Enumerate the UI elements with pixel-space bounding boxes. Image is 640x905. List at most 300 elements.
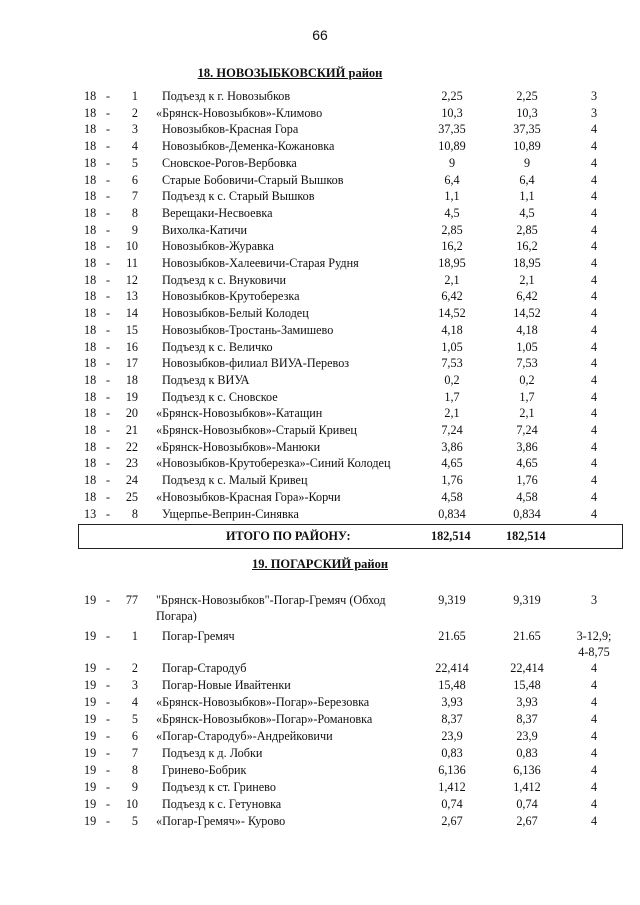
table-row bbox=[0, 205, 640, 221]
length-surfaced: 0,83 bbox=[516, 746, 538, 760]
road-category: 4 bbox=[590, 356, 598, 371]
road-number: 23 bbox=[125, 456, 138, 471]
dash-separator: - bbox=[106, 389, 111, 404]
length-surfaced: 21.65 bbox=[513, 629, 541, 643]
district-code: 18 bbox=[84, 122, 97, 137]
road-number: 25 bbox=[125, 489, 138, 504]
road-category: 4 bbox=[590, 172, 598, 187]
road-number: 3 bbox=[131, 678, 138, 692]
road-category: 4 bbox=[590, 814, 598, 828]
district-code: 18 bbox=[84, 473, 97, 488]
road-number: 13 bbox=[125, 289, 138, 304]
road-category: 4 bbox=[590, 695, 598, 709]
district-code: 19 bbox=[84, 746, 97, 760]
road-name: Подъезд к ВИУА bbox=[162, 372, 250, 387]
road-name: Новозыбков-Красная Гора bbox=[162, 122, 299, 137]
road-name: «Новозыбков-Красная Гора»-Корчи bbox=[156, 489, 341, 504]
length-total: 1,76 bbox=[441, 473, 463, 488]
road-name: «Брянск-Новозыбков»-Климово bbox=[156, 105, 323, 120]
road-category: 4 bbox=[590, 322, 598, 337]
table-row bbox=[0, 628, 640, 659]
dash-separator: - bbox=[106, 746, 111, 760]
district-code: 18 bbox=[84, 222, 97, 237]
road-category: 4 bbox=[590, 189, 598, 204]
road-category: 3 bbox=[590, 593, 598, 607]
road-name: Новозыбков-филиал ВИУА-Перевоз bbox=[162, 356, 350, 371]
dash-separator: - bbox=[106, 172, 111, 187]
table-row bbox=[0, 405, 640, 421]
dash-separator: - bbox=[106, 423, 111, 437]
length-total: 22,414 bbox=[435, 661, 469, 675]
length-total: 1,412 bbox=[438, 780, 466, 794]
table-row bbox=[0, 305, 640, 321]
road-number: 10 bbox=[125, 797, 138, 811]
length-surfaced: 6,42 bbox=[516, 289, 538, 304]
dash-separator: - bbox=[106, 695, 111, 709]
road-category: 4 bbox=[590, 729, 598, 743]
dash-separator: - bbox=[106, 256, 111, 270]
dash-separator: - bbox=[106, 372, 111, 387]
district-code: 18 bbox=[84, 89, 97, 103]
length-total: 37,35 bbox=[438, 122, 466, 137]
road-number: 9 bbox=[131, 222, 138, 237]
road-category: 4 bbox=[590, 339, 598, 354]
table-row bbox=[0, 472, 640, 488]
district-code: 19 bbox=[84, 678, 97, 692]
road-category: 4 bbox=[590, 423, 598, 437]
length-surfaced: 23,9 bbox=[516, 729, 538, 743]
district-code: 18 bbox=[84, 406, 97, 421]
table-row bbox=[0, 238, 640, 254]
road-name: Новозыбков-Деменка-Кожановка bbox=[162, 139, 335, 154]
length-surfaced: 14,52 bbox=[513, 306, 541, 321]
district-code: 18 bbox=[84, 256, 97, 270]
length-surfaced: 1,76 bbox=[516, 473, 538, 488]
road-number: 14 bbox=[125, 306, 138, 321]
length-total: 4,18 bbox=[441, 322, 463, 337]
dash-separator: - bbox=[106, 456, 111, 471]
table-row bbox=[0, 255, 640, 271]
table-row bbox=[0, 322, 640, 338]
length-surfaced: 10,89 bbox=[513, 139, 541, 154]
district-code: 19 bbox=[84, 814, 97, 828]
dash-separator: - bbox=[106, 205, 111, 220]
length-surfaced: 6,136 bbox=[513, 763, 541, 777]
length-surfaced: 4,18 bbox=[516, 322, 538, 337]
road-number: 12 bbox=[125, 272, 138, 287]
road-number: 8 bbox=[131, 506, 138, 521]
length-total: 2,1 bbox=[444, 406, 460, 421]
length-total: 4,65 bbox=[441, 456, 463, 471]
length-surfaced: 18,95 bbox=[513, 256, 541, 270]
length-surfaced: 9 bbox=[523, 155, 531, 170]
road-number: 3 bbox=[131, 122, 138, 137]
length-total: 0,2 bbox=[444, 372, 460, 387]
district-code: 18 bbox=[84, 306, 97, 321]
district-code: 13 bbox=[84, 506, 97, 521]
length-total: 3,93 bbox=[441, 695, 463, 709]
road-name: Гринево-Бобрик bbox=[162, 763, 247, 777]
road-number: 16 bbox=[125, 339, 138, 354]
road-number: 10 bbox=[125, 239, 138, 254]
district-code: 18 bbox=[84, 322, 97, 337]
dash-separator: - bbox=[106, 339, 111, 354]
dash-separator: - bbox=[106, 780, 111, 794]
dash-separator: - bbox=[106, 289, 111, 304]
road-category: 4 bbox=[590, 139, 598, 154]
table-row bbox=[0, 355, 640, 371]
road-category: 4 bbox=[590, 797, 598, 811]
table-row bbox=[0, 105, 640, 121]
road-category: 4 bbox=[590, 155, 598, 170]
district-code: 18 bbox=[84, 372, 97, 387]
length-surfaced: 10,3 bbox=[516, 105, 538, 120]
district-code: 18 bbox=[84, 289, 97, 304]
dash-separator: - bbox=[106, 406, 111, 421]
length-total: 0,83 bbox=[441, 746, 463, 760]
road-name: Подъезд к с. Величко bbox=[162, 339, 273, 354]
road-category: 4 bbox=[590, 489, 598, 504]
road-name: Подъезд к д. Лобки bbox=[162, 746, 263, 760]
road-name: Старые Бобовичи-Старый Вышков bbox=[162, 172, 344, 187]
road-category: 4 bbox=[590, 205, 598, 220]
district-code: 18 bbox=[84, 189, 97, 204]
road-category: 4 bbox=[590, 239, 598, 254]
section-18-title: 18. НОВОЗЫБКОВСКИЙ район bbox=[197, 66, 383, 80]
dash-separator: - bbox=[106, 322, 111, 337]
table-row bbox=[0, 592, 640, 624]
road-name: Новозыбков-Крутоберезка bbox=[162, 289, 300, 304]
dash-separator: - bbox=[106, 139, 111, 154]
road-number: 7 bbox=[131, 746, 138, 760]
district-code: 19 bbox=[84, 712, 97, 726]
district-code: 18 bbox=[84, 389, 97, 404]
road-name: Ущерпье-Веприн-Синявка bbox=[162, 506, 299, 521]
district-code: 19 bbox=[84, 593, 97, 607]
length-total: 1,7 bbox=[444, 389, 460, 404]
road-number: 5 bbox=[131, 155, 138, 170]
length-surfaced: 4,58 bbox=[516, 489, 538, 504]
road-name: Новозыбков-Тростань-Замишево bbox=[162, 322, 334, 337]
road-category: 4 bbox=[590, 306, 598, 321]
road-name: Подъезд к с. Малый Кривец bbox=[162, 473, 308, 488]
length-total: 6,4 bbox=[444, 172, 460, 187]
road-number: 11 bbox=[126, 256, 138, 270]
road-number: 6 bbox=[131, 729, 138, 743]
table-row bbox=[0, 694, 640, 710]
road-category: 4 bbox=[590, 712, 598, 726]
length-surfaced: 8,37 bbox=[516, 712, 538, 726]
dash-separator: - bbox=[106, 797, 111, 811]
length-surfaced: 15,48 bbox=[513, 678, 541, 692]
district-code: 19 bbox=[84, 661, 97, 675]
table-row bbox=[0, 796, 640, 812]
length-surfaced: 2,1 bbox=[519, 406, 535, 421]
table-row bbox=[0, 88, 640, 104]
table-row bbox=[0, 489, 640, 505]
length-total: 23,9 bbox=[441, 729, 463, 743]
district-code: 18 bbox=[84, 272, 97, 287]
length-total: 9 bbox=[448, 155, 456, 170]
dash-separator: - bbox=[106, 272, 111, 287]
road-number: 17 bbox=[125, 356, 138, 371]
length-total: 2,1 bbox=[444, 272, 460, 287]
road-number: 21 bbox=[125, 423, 138, 437]
road-number: 4 bbox=[131, 695, 138, 709]
district-code: 18 bbox=[84, 456, 97, 471]
table-row bbox=[0, 677, 640, 693]
length-total: 4,5 bbox=[444, 205, 460, 220]
length-surfaced: 4,5 bbox=[519, 205, 535, 220]
dash-separator: - bbox=[106, 729, 111, 743]
road-name: Подъезд к с. Сновское bbox=[162, 389, 278, 404]
table-row bbox=[0, 288, 640, 304]
road-category-secondary: 4-8,75 bbox=[578, 645, 610, 659]
length-total: 6,42 bbox=[441, 289, 463, 304]
dash-separator: - bbox=[106, 89, 111, 103]
length-surfaced: 1,05 bbox=[516, 339, 538, 354]
road-number: 7 bbox=[131, 189, 138, 204]
table-row bbox=[0, 455, 640, 471]
road-number: 22 bbox=[125, 439, 138, 454]
road-number: 2 bbox=[131, 661, 138, 675]
road-name: Подъезд к с. Внуковичи bbox=[162, 272, 286, 287]
length-total: 0,834 bbox=[438, 506, 466, 521]
length-surfaced: 1,7 bbox=[519, 389, 535, 404]
road-number: 5 bbox=[131, 814, 138, 828]
road-number: 5 bbox=[131, 712, 138, 726]
table-row bbox=[0, 172, 640, 188]
road-category: 4 bbox=[590, 406, 598, 421]
table-row bbox=[0, 779, 640, 795]
road-name: «Погар-Гремяч»- Курово bbox=[156, 814, 286, 828]
road-name: Подъезд к с. Старый Вышков bbox=[162, 189, 315, 204]
district-code: 18 bbox=[84, 155, 97, 170]
road-category: 4 bbox=[590, 473, 598, 488]
road-category: 4 bbox=[590, 256, 598, 270]
length-total: 16,2 bbox=[441, 239, 463, 254]
road-number: 20 bbox=[125, 406, 138, 421]
length-surfaced: 9,319 bbox=[513, 593, 541, 607]
page-number: 66 bbox=[312, 27, 328, 43]
district-code: 18 bbox=[84, 439, 97, 454]
road-name: «Брянск-Новозыбков»-Старый Кривец bbox=[156, 423, 357, 437]
road-name: Новозыбков-Белый Колодец bbox=[162, 306, 309, 321]
district-code: 18 bbox=[84, 139, 97, 154]
table-row bbox=[0, 439, 640, 455]
road-name: Погар-Гремяч bbox=[162, 629, 235, 643]
length-total: 10,3 bbox=[441, 105, 463, 120]
table-row bbox=[0, 745, 640, 761]
dash-separator: - bbox=[106, 306, 111, 321]
section-19-title: 19. ПОГАРСКИЙ район bbox=[251, 557, 389, 571]
road-number: 8 bbox=[131, 763, 138, 777]
road-category: 4 bbox=[590, 289, 598, 304]
length-total: 21.65 bbox=[438, 629, 466, 643]
district-code: 19 bbox=[84, 695, 97, 709]
total-label: ИТОГО ПО РАЙОНУ: bbox=[226, 529, 351, 543]
district-code: 19 bbox=[84, 729, 97, 743]
road-name: «Брянск-Новозыбков»-Погар»-Березовка bbox=[156, 695, 370, 709]
length-total: 2,25 bbox=[441, 89, 463, 103]
road-category: 4 bbox=[590, 122, 598, 137]
dash-separator: - bbox=[106, 763, 111, 777]
length-total: 7,24 bbox=[441, 423, 463, 437]
dash-separator: - bbox=[106, 506, 111, 521]
road-category: 3 bbox=[590, 105, 598, 120]
road-category: 4 bbox=[590, 439, 598, 454]
district-code: 18 bbox=[84, 339, 97, 354]
dash-separator: - bbox=[106, 473, 111, 488]
road-number: 9 bbox=[131, 780, 138, 794]
length-surfaced: 0,834 bbox=[513, 506, 541, 521]
dash-separator: - bbox=[106, 629, 111, 643]
road-number: 1 bbox=[131, 629, 138, 643]
length-total: 2,67 bbox=[441, 814, 463, 828]
length-total: 7,53 bbox=[441, 356, 463, 371]
road-name: Погар-Стародуб bbox=[162, 661, 247, 675]
district-code: 18 bbox=[84, 356, 97, 371]
road-name: «Новозыбков-Крутоберезка»-Синий Колодец bbox=[156, 456, 391, 471]
length-surfaced: 22,414 bbox=[510, 661, 544, 675]
table-row bbox=[0, 762, 640, 778]
table-row bbox=[0, 422, 640, 438]
dash-separator: - bbox=[106, 189, 111, 204]
road-name: «Брянск-Новозыбков»-Погар»-Романовка bbox=[156, 712, 373, 726]
road-name: Подъезд к ст. Гринево bbox=[162, 780, 276, 794]
road-category: 4 bbox=[590, 506, 598, 521]
dash-separator: - bbox=[106, 356, 111, 371]
road-number: 6 bbox=[131, 172, 138, 187]
road-category: 4 bbox=[590, 272, 598, 287]
length-total: 2,85 bbox=[441, 222, 463, 237]
district-code: 18 bbox=[84, 489, 97, 504]
district-code: 19 bbox=[84, 763, 97, 777]
road-name: Сновское-Рогов-Вербовка bbox=[162, 155, 297, 170]
dash-separator: - bbox=[106, 239, 111, 254]
dash-separator: - bbox=[106, 439, 111, 454]
road-name: "Брянск-Новозыбков"-Погар-Гремяч (Обход Погара) bbox=[156, 593, 386, 623]
length-surfaced: 2,85 bbox=[516, 222, 538, 237]
road-category: 4 bbox=[590, 456, 598, 471]
road-category: 4 bbox=[590, 661, 598, 675]
table-row bbox=[0, 711, 640, 727]
road-name: Новозыбков-Журавка bbox=[162, 239, 274, 254]
length-surfaced: 2,1 bbox=[519, 272, 535, 287]
district-total-row bbox=[78, 524, 623, 549]
district-code: 19 bbox=[84, 797, 97, 811]
table-row bbox=[0, 506, 640, 522]
road-name: «Брянск-Новозыбков»-Манюки bbox=[156, 439, 321, 454]
length-total: 10,89 bbox=[438, 139, 466, 154]
length-surfaced: 2,67 bbox=[516, 814, 538, 828]
district-code: 18 bbox=[84, 423, 97, 437]
table-row bbox=[0, 372, 640, 388]
total-value-2: 182,514 bbox=[506, 529, 546, 543]
table-row bbox=[0, 339, 640, 355]
road-name: Верещаки-Несвоевка bbox=[162, 205, 273, 220]
road-category: 4 bbox=[590, 372, 598, 387]
road-name: Подъезд к г. Новозыбков bbox=[162, 89, 291, 103]
district-code: 18 bbox=[84, 205, 97, 220]
road-number: 4 bbox=[131, 139, 138, 154]
total-value-1: 182,514 bbox=[431, 529, 471, 543]
dash-separator: - bbox=[106, 593, 111, 607]
length-total: 3,86 bbox=[441, 439, 463, 454]
road-category: 3-12,9; bbox=[576, 629, 612, 643]
road-number: 77 bbox=[125, 593, 138, 607]
road-category: 4 bbox=[590, 763, 598, 777]
table-row bbox=[0, 188, 640, 204]
length-total: 15,48 bbox=[438, 678, 466, 692]
district-code: 18 bbox=[84, 239, 97, 254]
table-row bbox=[0, 155, 640, 171]
road-category: 4 bbox=[590, 780, 598, 794]
length-total: 0,74 bbox=[441, 797, 463, 811]
district-code: 18 bbox=[84, 172, 97, 187]
road-category: 4 bbox=[590, 389, 598, 404]
length-surfaced: 7,24 bbox=[516, 423, 538, 437]
road-category: 3 bbox=[590, 89, 598, 103]
length-surfaced: 3,86 bbox=[516, 439, 538, 454]
table-row bbox=[0, 728, 640, 744]
length-surfaced: 1,1 bbox=[519, 189, 535, 204]
road-category: 4 bbox=[590, 746, 598, 760]
length-surfaced: 37,35 bbox=[513, 122, 541, 137]
road-name: Новозыбков-Халеевичи-Старая Рудня bbox=[162, 256, 359, 270]
length-surfaced: 16,2 bbox=[516, 239, 538, 254]
table-row bbox=[0, 660, 640, 676]
length-surfaced: 4,65 bbox=[516, 456, 538, 471]
road-number: 24 bbox=[125, 473, 138, 488]
dash-separator: - bbox=[106, 712, 111, 726]
dash-separator: - bbox=[106, 122, 111, 137]
length-total: 6,136 bbox=[438, 763, 466, 777]
road-number: 15 bbox=[125, 322, 138, 337]
length-surfaced: 0,2 bbox=[519, 372, 535, 387]
road-name: Вихолка-Катичи bbox=[162, 222, 248, 237]
length-total: 1,1 bbox=[444, 189, 460, 204]
dash-separator: - bbox=[106, 661, 111, 675]
road-name: Погар-Новые Ивайтенки bbox=[162, 678, 291, 692]
length-total: 14,52 bbox=[438, 306, 466, 321]
length-total: 8,37 bbox=[441, 712, 463, 726]
table-row bbox=[0, 813, 640, 829]
district-code: 18 bbox=[84, 105, 97, 120]
road-name: «Погар-Стародуб»-Андрейковичи bbox=[156, 729, 333, 743]
road-category: 4 bbox=[590, 222, 598, 237]
length-total: 18,95 bbox=[438, 256, 466, 270]
length-surfaced: 7,53 bbox=[516, 356, 538, 371]
table-row bbox=[0, 389, 640, 405]
dash-separator: - bbox=[106, 105, 111, 120]
road-number: 8 bbox=[131, 205, 138, 220]
road-category: 4 bbox=[590, 678, 598, 692]
district-code: 19 bbox=[84, 780, 97, 794]
table-row bbox=[0, 121, 640, 137]
table-row bbox=[0, 222, 640, 238]
road-number: 19 bbox=[125, 389, 138, 404]
length-surfaced: 0,74 bbox=[516, 797, 538, 811]
dash-separator: - bbox=[106, 489, 111, 504]
road-number: 18 bbox=[125, 372, 138, 387]
road-name: «Брянск-Новозыбков»-Катащин bbox=[156, 406, 323, 421]
road-number: 2 bbox=[131, 105, 138, 120]
road-name: Подъезд к с. Гетуновка bbox=[162, 797, 282, 811]
dash-separator: - bbox=[106, 814, 111, 828]
dash-separator: - bbox=[106, 678, 111, 692]
length-total: 4,58 bbox=[441, 489, 463, 504]
